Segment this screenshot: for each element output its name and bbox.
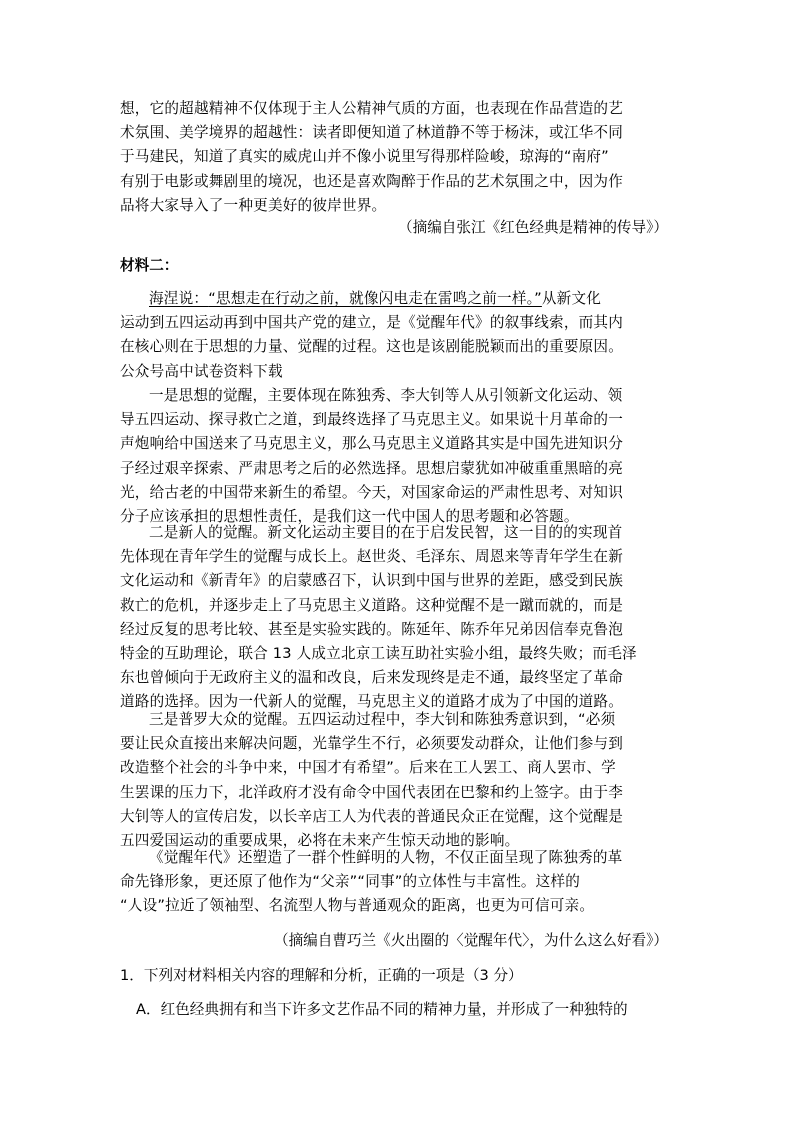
text-fragment: 从新文化 (541, 290, 602, 307)
text-line: 《觉醒年代》还塑造了一群个性鲜明的人物，不仅正面呈现了陈独秀的革 (149, 849, 623, 866)
paragraph-masses-awakening (120, 708, 668, 853)
source-citation-1: （摘编自张江《红色经典是精神的传导》） (398, 219, 668, 236)
text-line: 子经过艰辛探索、严肃思考之后的必然选择。思想启蒙犹如冲破重重黑暗的亮 (120, 459, 623, 477)
text-line: 生罢课的压力下，北洋政府才没有命令中国代表团在巴黎和约上签字。由于李 (120, 783, 623, 801)
text-line: 五四爱国运动的重要成果，必将在未来产生惊天动地的影响。 (120, 832, 520, 850)
text-line: 术氛围、美学境界的超越性：读者即便知道了林道静不等于杨沫，或江华不同 (120, 124, 623, 142)
text-line: 大钊等人的宣传启发，以长辛店工人为代表的普通民众正在觉醒，这个觉醒是 (120, 807, 623, 825)
question-1: 1．下列对材料相关内容的理解和分析，正确的一项是（3 分） (120, 967, 523, 984)
text-line: 要让民众直接出来解决问题，光靠学生不行，必须要发动群众，让他们参与到 (120, 735, 623, 753)
text-line: 公众号高中试卷资料下载 (120, 362, 283, 380)
text-line: 道路的选择。因为一代新人的觉醒，马克思主义的道路才成为了中国的道路。 (120, 693, 623, 711)
text-line: 分子应该承担的思想性责任，是我们这一代中国人的思考题和必答题。 (120, 508, 579, 526)
text-line: “人设”拉近了领袖型、名流型人物与普通观众的距离，也更为可信可亲。 (120, 897, 595, 915)
underlined-quote-intro: 海涅说： (149, 290, 209, 307)
text-line: 改造整个社会的斗争中来，中国才有希望”。后来在工人罢工、商人罢市、学 (120, 759, 616, 777)
text-line: 光，给古老的中国带来新生的希望。今天，对国家命运的严肃性思考、对知识 (120, 483, 623, 501)
source-citation-2: （摘编自曹巧兰《火出圈的〈觉醒年代〉，为什么这么好看》） (273, 932, 668, 949)
text-line: 东也曾倾向于无政府主义的温和改良，后来发现终是走不通，最终坚定了革命 (120, 669, 623, 687)
text-line: 在核心则在于思想的力量、觉醒的过程。这也是该剧能脱颖而出的重要原因。 (120, 338, 623, 356)
text-line: 品将大家导入了一种更美好的彼岸世界。 (120, 196, 387, 214)
text-line (120, 287, 668, 311)
text-line: 于马建民，知道了真实的威虎山并不像小说里写得那样险峻，琼海的“南府” (120, 148, 609, 166)
text-line: 有别于电影或舞剧里的境况，也还是喜欢陶醉于作品的艺术氛围之中，因为作 (120, 172, 623, 190)
text-line: 命先锋形象，更还原了他作为“父亲”“同事”的立体性与丰富性。这样的 (120, 873, 581, 891)
section-heading-material-2: 材料二： (120, 257, 179, 274)
paragraph-thought-awakening (120, 384, 668, 529)
text-line: 二是新人的觉醒。新文化运动主要目的在于启发民智，这一目的的实现首 (149, 524, 623, 541)
paragraph-new-people-awakening (120, 521, 668, 715)
underlined-quote: “思想走在行动之前，就像闪电走在雷鸣之前一样。” (208, 290, 542, 307)
text-line: 想，它的超越精神不仅体现于主人公精神气质的方面，也表现在作品营造的艺 (120, 100, 623, 117)
text-line: 三是普罗大众的觉醒。五四运动过程中，李大钊和陈独秀意识到，“必须 (149, 711, 616, 728)
paragraph-characters (120, 846, 668, 919)
text-line: 运动到五四运动再到中国共产党的建立，是《觉醒年代》的叙事线索，而其内 (120, 314, 623, 332)
text-line: 文化运动和《新青年》的启蒙感召下，认识到中国与世界的差距，感受到民族 (120, 572, 623, 590)
paragraph-intro (120, 287, 668, 384)
text-line: 声炮响给中国送来了马克思主义，那么马克思主义道路其实是中国先进知识分 (120, 435, 623, 453)
option-a: A．红色经典拥有和当下许多文艺作品不同的精神力量，并形成了一种独特的 (136, 1001, 628, 1018)
text-line: 救亡的危机，并逐步走上了马克思主义道路。这种觉醒不是一蹴而就的，而是 (120, 596, 623, 614)
text-line: 先体现在青年学生的觉醒与成长上。赵世炎、毛泽东、周恩来等青年学生在新 (120, 548, 623, 566)
text-line: 特金的互助理论，联合 13 人成立北京工读互助社实验小组，最终失败；而毛泽 (120, 645, 637, 663)
text-line: 一是思想的觉醒，主要体现在陈独秀、李大钊等人从引领新文化运动、领 (149, 387, 623, 404)
text-line: 经过反复的思考比较、甚至是实验实践的。陈延年、陈乔年兄弟因信奉克鲁泡 (120, 620, 623, 638)
text-line: 导五四运动、探寻救亡之道，到最终选择了马克思主义。如果说十月革命的一 (120, 411, 623, 429)
paragraph-continuation (120, 97, 668, 218)
